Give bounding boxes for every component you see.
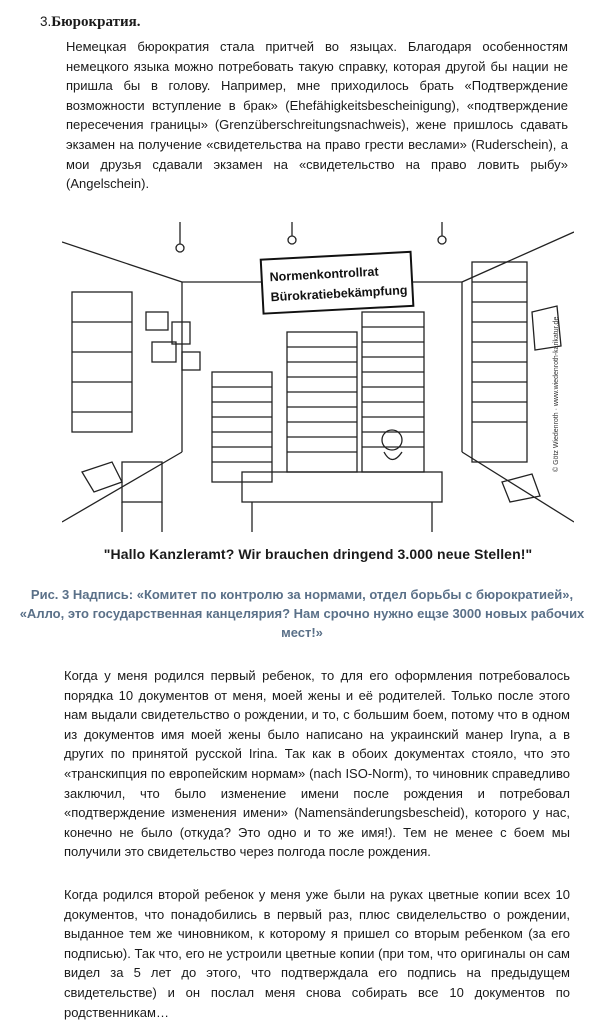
sign-line-2: Bürokratiebekämpfung	[270, 283, 408, 305]
second-child-paragraph: Когда родился второй ребенок у меня уже были на руках цветные копии всех 10 документов, что понадобились в первый раз, плюс свиделельство о рождении, выданное тем же чиновником, к которому я пришел со вторым ребенком (за его подписью). Так что, его не устроили цветные копии (при том, что оригиналы он сам видел за 5 лет до этого, что подтверждала его подпись на предыдущем свидетельстве) и он послал меня снова собирать все 10 документов по родственникам…	[64, 887, 570, 1020]
first-child-paragraph: Когда у меня родился первый ребенок, то для его оформления потребовалось порядка 10 документов от меня, моей жены и её родителей. Только после этого нам выдали свидетельство о рождении, и то, с большим боем, потому что в одном из документов имя моей жены было написано на украинский манер Iryna, а в других по принятой русской Irina. Так как в обоих документах стояло, что это «транскипция по европейским нормам» (nach ISO-Norm), то чиновник справедливо заключил, что было изменение имени после рождения и потребовал «подтверждение изменения имени» (Namensänderungsbescheid), которого у нас, конечно не было (откуда? Это одно и то же имя!). Тем не менее с боем мы получили это свидетельство через полгода после рождения.	[64, 668, 570, 860]
cartoon-illustration	[62, 222, 574, 574]
cartoon-drawing	[62, 222, 574, 542]
sign-line-1: Normenkontrollrat	[269, 264, 379, 285]
cartoon-caption: "Hallo Kanzleramt? Wir brauchen dringend 3.000 neue Stellen!"	[103, 546, 533, 562]
section-heading	[40, 14, 140, 31]
intro-paragraph: Немецкая бюрократия стала притчей во языцах. Благодаря особенностям немецкого языка можно потребовать такую справку, которая другой бы нации не пришла бы в голову. Например, мне приходилось брать «Подтверждение возможности вступление в брак» (Ehefähigkeitsbescheinigung), «подтверждение пересечения границы» (Grenzüberschreitungsnachweis), жене пришлось сдавать экзамен на получение «свидетельства на право грести веслами» (Ruderschein), а мои друзья сдавали экзамен на «свидетельство на право ловить рыбу» (Angelschein).	[66, 39, 568, 192]
figure-caption: Рис. 3 Надпись: «Комитет по контролю за нормами, отдел борьбы с бюрократией», «Алло, это государственная канцелярия? Нам срочно нужно ещзе 3000 новых рабочих мест!»	[19, 587, 585, 640]
section-number: 3.	[40, 14, 52, 29]
section-title: Бюрократия.	[51, 14, 141, 30]
artist-credit: © Götz Wiedenroth · www.wiedenroth-karikatur.de	[553, 316, 560, 472]
